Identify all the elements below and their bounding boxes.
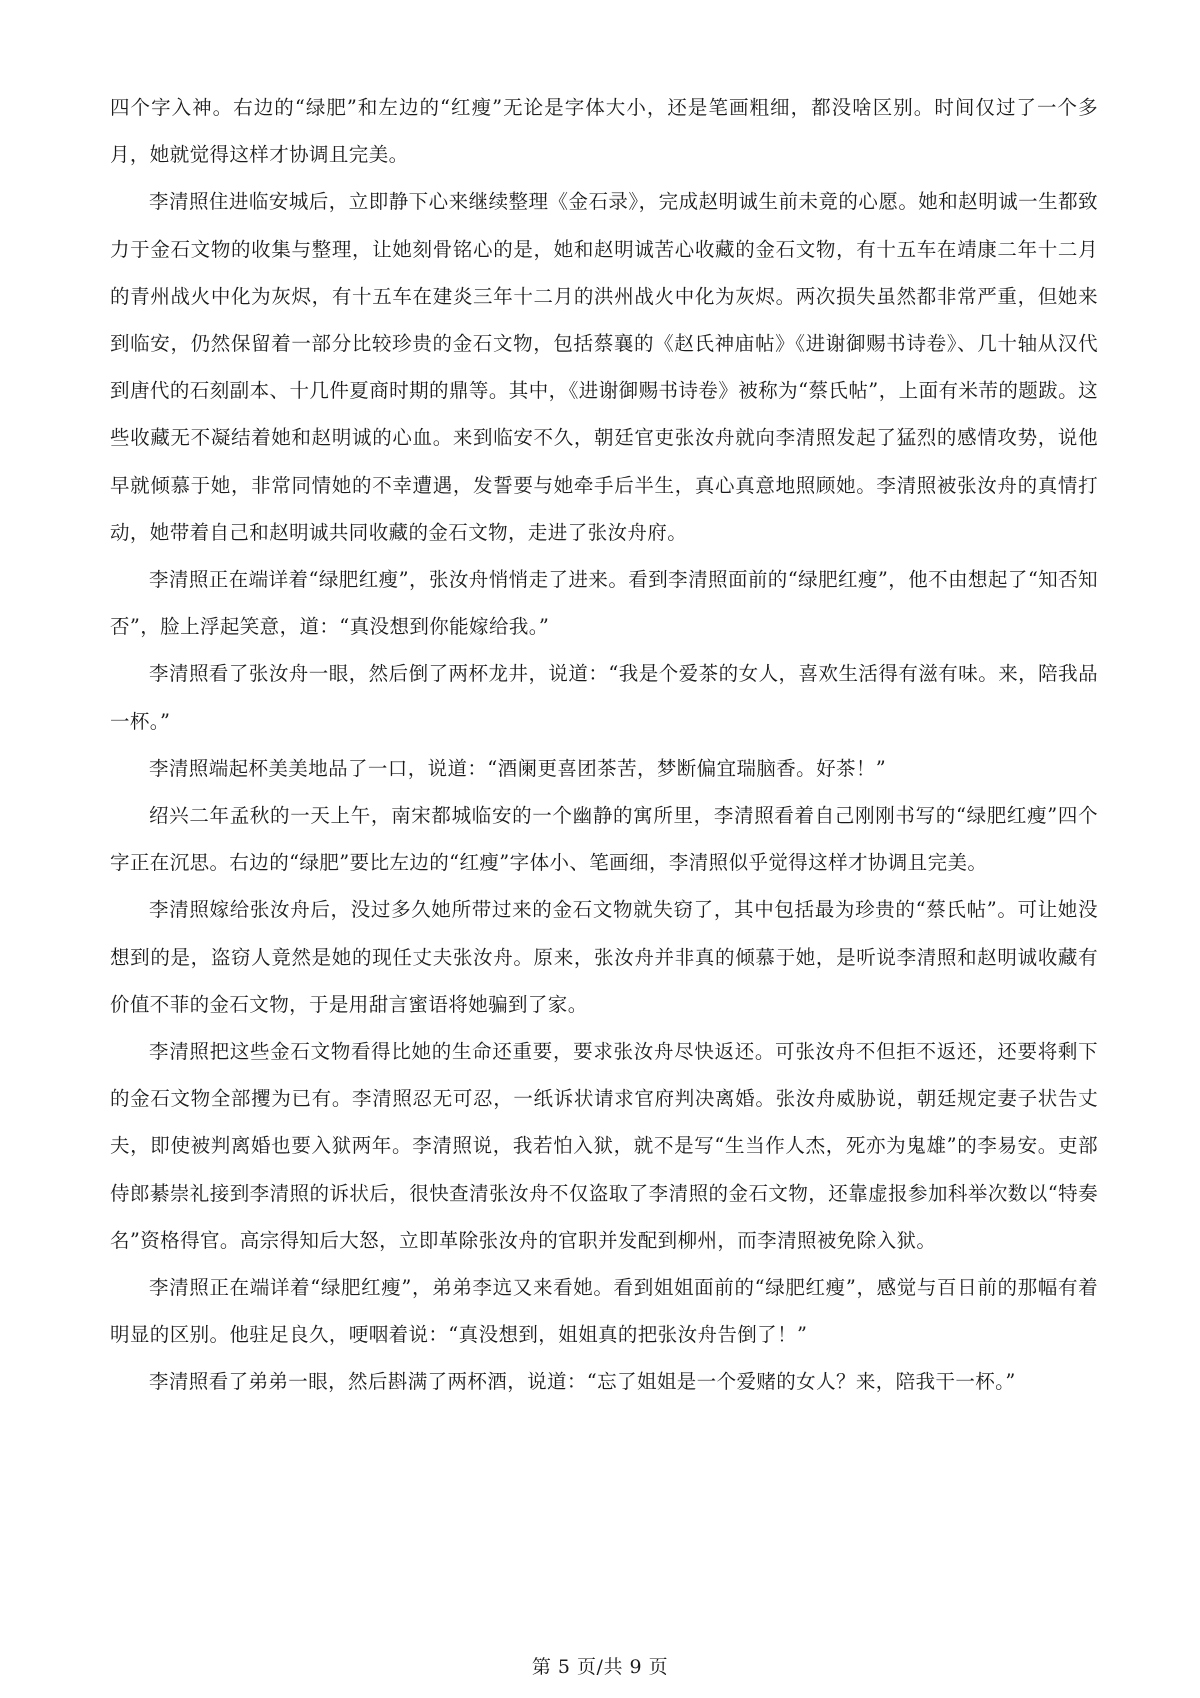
paragraph-2: 李清照住进临安城后，立即静下心来继续整理《金石录》，完成赵明诚生前未竟的心愿。她和赵明诚一生都致力于金石文物的收集与整理，让她刻骨铭心的是，她和赵明诚苦心收藏的金石文物，有十五车在靖康二年十二月的青州战火中化为灰烬，有十五车在建炎三年十二月的洪州战火中化为灰烬。两次损失虽然都非常严重，但她来到临安，仍然保留着一部分比较珍贵的金石文物，包括蔡襄的《赵氏神庙帖》《进谢御赐书诗卷》、几十轴从汉代到唐代的石刻副本、十几件夏商时期的鼎等。其中，《进谢御赐书诗卷》被称为“蔡氏帖”，上面有米芾的题跋。这些收藏无不凝结着她和赵明诚的心血。来到临安不久，朝廷官吏张汝舟就向李清照发起了猛烈的感情攻势，说他早就倾慕于她，非常同情她的不幸遭遇，发誓要与她牵手后半生，真心真意地照顾她。李清照被张汝舟的真情打动，她带着自己和赵明诚共同收藏的金石文物，走进了张汝舟府。 — [110, 190, 1098, 544]
paragraph-4: 李清照看了张汝舟一眼，然后倒了两杯龙井，说道：“我是个爱茶的女人，喜欢生活得有滋有味。来，陪我品一杯。” — [110, 662, 1098, 733]
paragraph-8: 李清照把这些金石文物看得比她的生命还重要，要求张汝舟尽快返还。可张汝舟不但拒不返还，还要将剩下的金石文物全部攫为已有。李清照忍无可忍，一纸诉状请求官府判决离婚。张汝舟威胁说，朝廷规定妻子状告丈夫，即使被判离婚也要入狱两年。李清照说，我若怕入狱，就不是写“生当作人杰，死亦为鬼雄”的李易安。吏部侍郎綦崇礼接到李清照的诉状后，很快查清张汝舟不仅盗取了李清照的金石文物，还靠虚报参加科举次数以“特奏名”资格得官。高宗得知后大怒，立即革除张汝舟的官职并发配到柳州，而李清照被免除入狱。 — [110, 1040, 1098, 1252]
document-body — [110, 84, 1098, 1406]
paragraph-6: 绍兴二年孟秋的一天上午，南宋都城临安的一个幽静的寓所里，李清照看着自己刚刚书写的“绿肥红瘦”四个字正在沉思。右边的“绿肥”要比左边的“红瘦”字体小、笔画细，李清照似乎觉得这样才协调且完美。 — [110, 804, 1098, 875]
paragraph-3: 李清照正在端详着“绿肥红瘦”，张汝舟悄悄走了进来。看到李清照面前的“绿肥红瘦”，他不由想起了“知否知否”，脸上浮起笑意，道：“真没想到你能嫁给我。” — [110, 568, 1098, 639]
paragraph-5: 李清照端起杯美美地品了一口，说道：“酒阑更喜团茶苦，梦断偏宜瑞脑香。好茶！” — [149, 756, 887, 780]
page-number-footer: 第 5 页/共 9 页 — [531, 1656, 669, 1678]
paragraph-10: 李清照看了弟弟一眼，然后斟满了两杯酒，说道：“忘了姐姐是一个爱赌的女人？来，陪我干一杯。” — [149, 1370, 1016, 1394]
paragraph-7: 李清照嫁给张汝舟后，没过多久她所带过来的金石文物就失窃了，其中包括最为珍贵的“蔡氏帖”。可让她没想到的是，盗窃人竟然是她的现任丈夫张汝舟。原来，张汝舟并非真的倾慕于她，是听说李清照和赵明诚收藏有价值不菲的金石文物，于是用甜言蜜语将她骗到了家。 — [110, 898, 1098, 1016]
paragraph-1: 四个字入神。右边的“绿肥”和左边的“红瘦”无论是字体大小，还是笔画粗细，都没啥区别。时间仅过了一个多月，她就觉得这样才协调且完美。 — [110, 96, 1098, 167]
paragraph-9: 李清照正在端详着“绿肥红瘦”，弟弟李迒又来看她。看到姐姐面前的“绿肥红瘦”，感觉与百日前的那幅有着明显的区别。他驻足良久，哽咽着说：“真没想到，姐姐真的把张汝舟告倒了！” — [110, 1276, 1098, 1347]
